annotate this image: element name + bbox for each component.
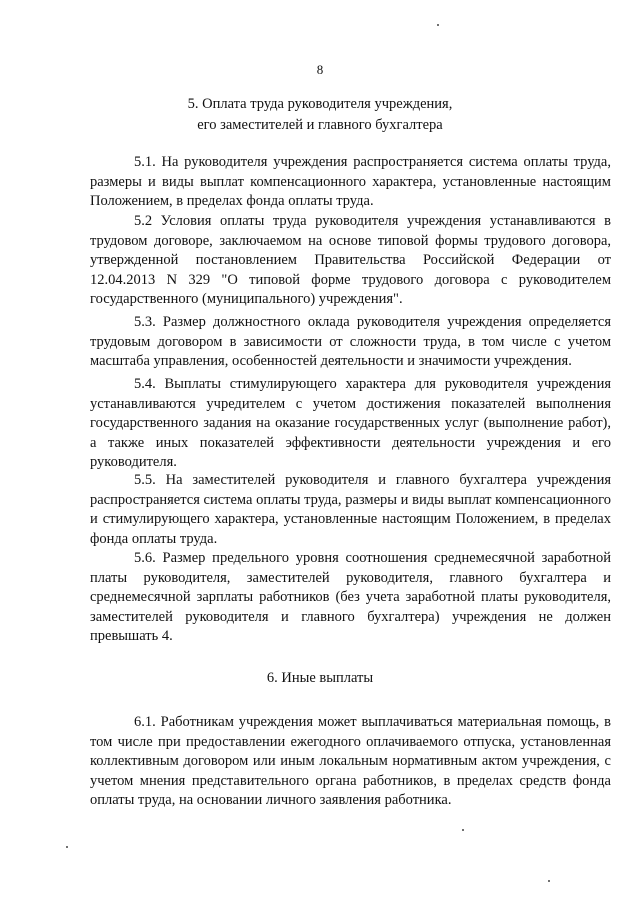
scan-speck [437,24,439,26]
paragraph-5-3: 5.3. Размер должностного оклада руководителя учреждения определяется трудовым договором в зависимости от сложности труда, в том числе с учетом масштаба управления, особенностей деятельности и значимости учреждения. [90,314,611,370]
page-number: 8 [316,62,324,77]
paragraph-5-5: 5.5. На заместителей руководителя и главного бухгалтера учреждения распространяется система оплаты труда, размеры и виды выплат компенсационного и стимулирующего характера, установленные настоящим Положением, в пределах фонда оплаты труда. [90,472,611,547]
paragraph-5-6: 5.6. Размер предельного уровня соотношения среднемесячной заработной платы руководителя, заместителей руководителя, главного бухгалтера и среднемесячной зарплаты работников (без учета заработной платы руководителя, заместителей руководителя и главного бухгалтера) учреждения не должен превышать 4. [90,550,611,645]
scan-speck [66,846,68,848]
paragraph-5-4: 5.4. Выплаты стимулирующего характера для руководителя учреждения устанавливаются учредителем с учетом достижения показателей выполнения государственного задания на оказание государственных услуг (выполнение работ), а также иных показателей эффективности деятельности учреждения и его руководителя. [90,376,611,471]
section-5-title-line-2: его заместителей и главного бухгалтера [197,117,443,133]
section-5-title-line-1: 5. Оплата труда руководителя учреждения, [187,96,453,112]
scan-speck [462,829,464,831]
paragraph-5-2: 5.2 Условия оплаты труда руководителя учреждения устанавливаются в трудовом договоре, заключаемом на основе типовой формы трудового договора, утвержденной постановлением Правительства Российской Федерации от 12.04.2013 N 329 "О типовой форме трудового договора с руководителем государственного (муниципального) учреждения". [90,213,611,308]
scan-speck [548,880,550,882]
section-6-heading: 6. Иные выплаты [266,670,374,686]
paragraph-5-1: 5.1. На руководителя учреждения распространяется система оплаты труда, размеры и виды выплат компенсационного характера, установленные настоящим Положением, в пределах фонда оплаты труда. [90,154,611,210]
paragraph-6-1: 6.1. Работникам учреждения может выплачиваться материальная помощь, в том числе при предоставлении ежегодного оплачиваемого отпуска, установленная коллективным договором или иным локальным нормативным актом учреждения, с учетом мнения представительного органа работников, в пределах средств фонда оплаты труда, на основании личного заявления работника. [90,714,611,809]
section-5-heading [0,94,640,136]
